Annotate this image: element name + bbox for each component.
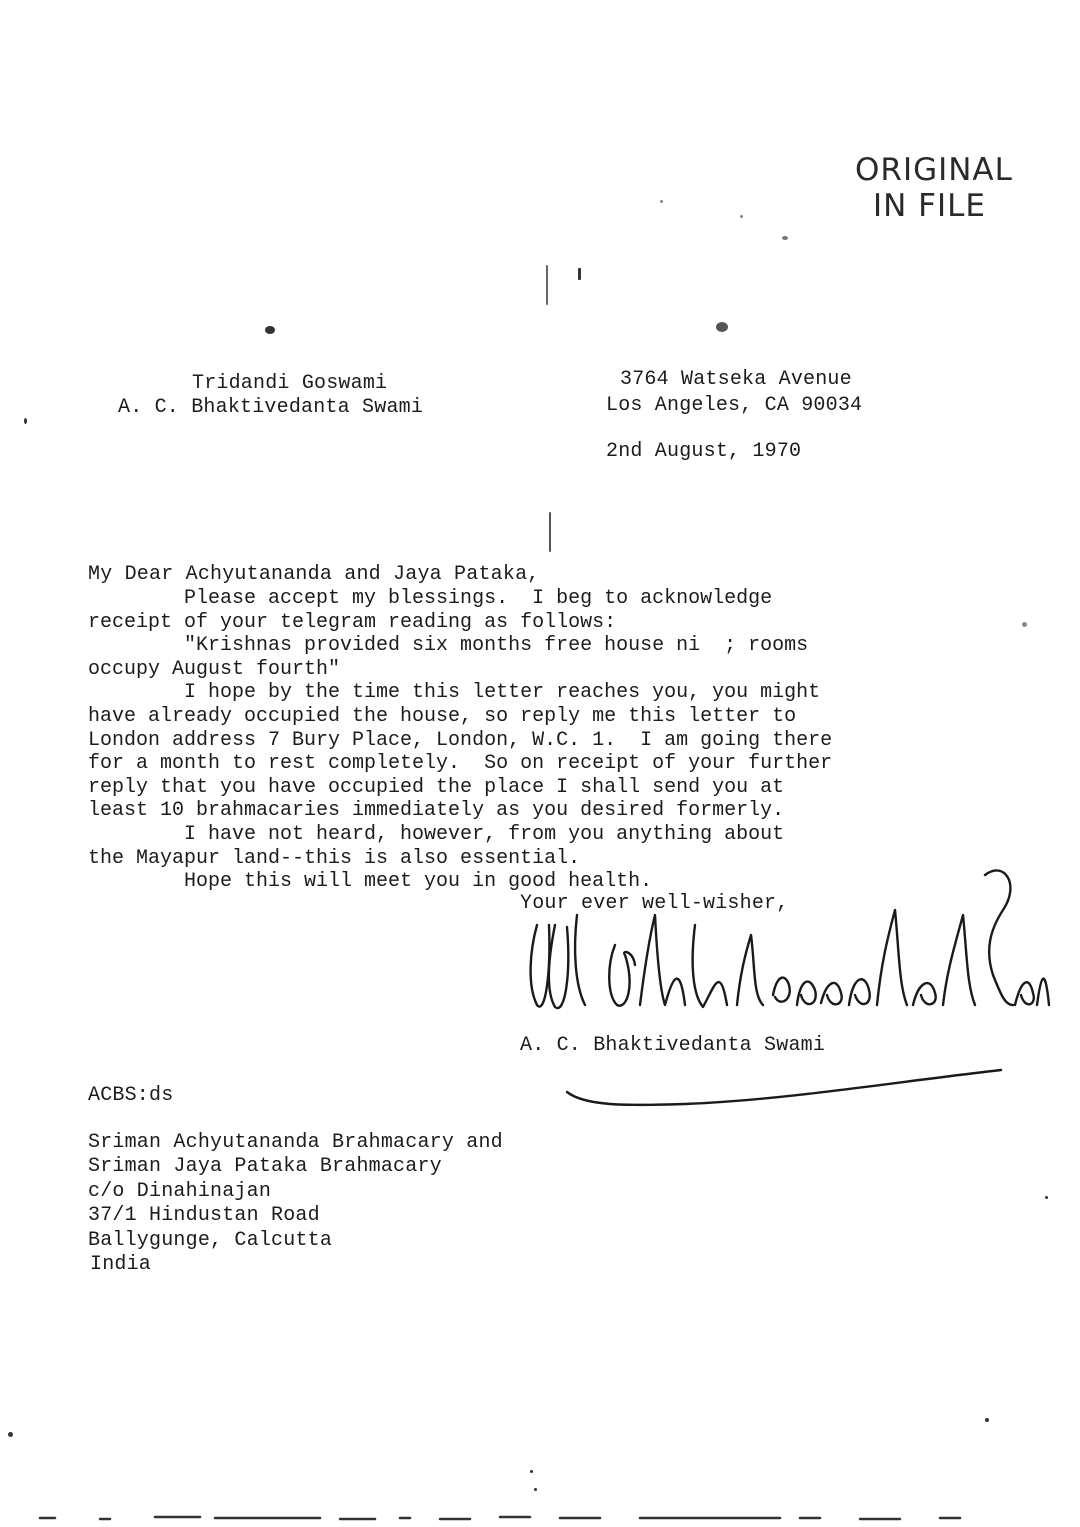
body-line: occupy August fourth" bbox=[88, 657, 341, 681]
body-line: London address 7 Bury Place, London, W.C. 1. I am going there bbox=[88, 728, 833, 752]
body-line: "Krishnas provided six months free house ni ; rooms bbox=[88, 634, 809, 658]
recipient-line: India bbox=[90, 1253, 152, 1276]
body-line: the Mayapur land--this is also essential. bbox=[88, 846, 581, 870]
recipient-line: 37/1 Hindustan Road bbox=[88, 1204, 320, 1228]
reference-initials: ACBS:ds bbox=[88, 1084, 174, 1107]
scan-mark bbox=[578, 268, 581, 280]
body-line: Hope this will meet you in good health. bbox=[88, 870, 653, 894]
scan-mark bbox=[265, 326, 275, 334]
body-line: I have not heard, however, from you anything about bbox=[88, 823, 785, 846]
body-line: I hope by the time this letter reaches you, you might bbox=[88, 681, 821, 705]
original-stamp-line2: IN FILE bbox=[873, 188, 987, 224]
recipient-line: c/o Dinahinajan bbox=[88, 1179, 272, 1203]
closing: Your ever well-wisher, bbox=[520, 892, 789, 915]
scan-mark bbox=[985, 1418, 989, 1422]
body-line: for a month to rest completely. So on receipt of your further bbox=[88, 752, 833, 776]
body-line: Please accept my blessings. I beg to acknowledge bbox=[88, 587, 773, 610]
letter-date: 2nd August, 1970 bbox=[606, 440, 802, 463]
scan-mark bbox=[1022, 622, 1027, 627]
signature-name: A. C. Bhaktivedanta Swami bbox=[520, 1034, 826, 1057]
salutation: My Dear Achyutananda and Jaya Pataka, bbox=[88, 563, 540, 586]
scan-mark bbox=[546, 265, 548, 305]
recipient-line: Ballygunge, Calcutta bbox=[88, 1228, 333, 1252]
address-street: 3764 Watseka Avenue bbox=[620, 368, 852, 391]
original-stamp-line1: ORIGINAL bbox=[855, 152, 1013, 188]
scan-mark bbox=[1045, 1196, 1048, 1199]
body-line: have already occupied the house, so reply me this letter to bbox=[88, 705, 797, 728]
scan-mark bbox=[24, 418, 27, 424]
sender-title: Tridandi Goswami bbox=[192, 372, 388, 395]
sender-name: A. C. Bhaktivedanta Swami bbox=[118, 396, 424, 419]
scan-mark bbox=[716, 322, 728, 332]
recipient-line: Sriman Jaya Pataka Brahmacary bbox=[88, 1155, 442, 1179]
recipient-line: Sriman Achyutananda Brahmacary and bbox=[88, 1131, 503, 1154]
scan-mark bbox=[549, 512, 551, 552]
scan-edge-noise bbox=[0, 1500, 1080, 1527]
body-line: reply that you have occupied the place I shall send you at bbox=[88, 775, 785, 799]
scan-mark bbox=[782, 236, 788, 240]
body-line: receipt of your telegram reading as follows: bbox=[88, 610, 617, 634]
scan-mark bbox=[530, 1470, 533, 1473]
signature-underline-stroke bbox=[565, 1062, 1005, 1112]
scan-mark bbox=[740, 215, 743, 218]
scan-mark bbox=[534, 1488, 537, 1491]
address-city: Los Angeles, CA 90034 bbox=[606, 394, 863, 417]
body-line: least 10 brahmacaries immediately as you desired formerly. bbox=[88, 799, 785, 823]
handwritten-signature bbox=[515, 855, 1055, 1025]
scan-mark bbox=[8, 1432, 13, 1437]
scan-mark bbox=[660, 200, 663, 203]
